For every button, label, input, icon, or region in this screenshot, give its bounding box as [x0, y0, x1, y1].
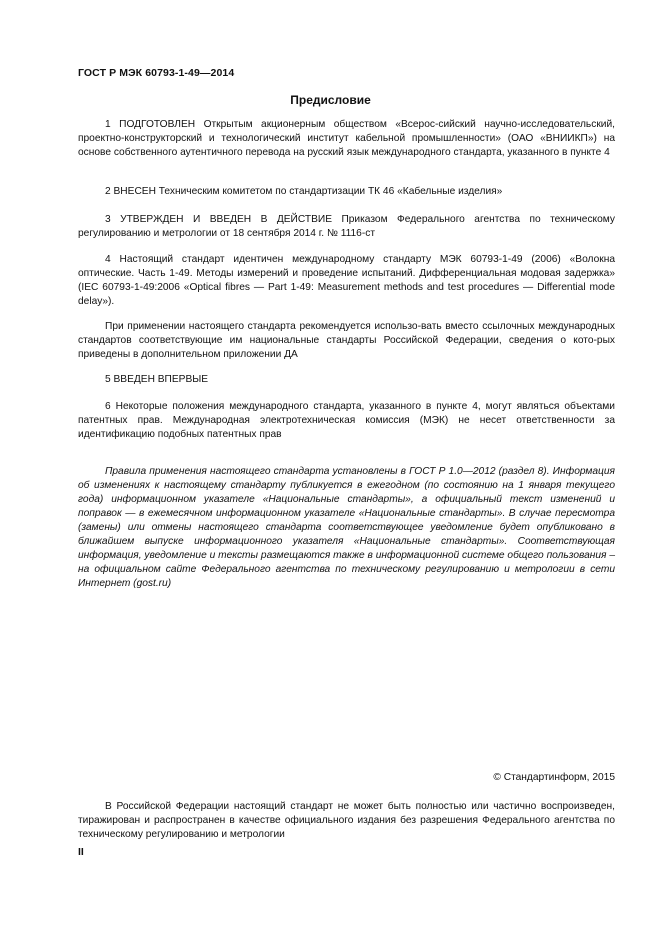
page-title: Предисловие [290, 93, 371, 107]
application-rules-notice: Правила применения настоящего стандарта установлены в ГОСТ Р 1.0—2012 (раздел 8). Информация об изменениях к настоящему стандарту публикуется в ежегодном (по состоянию на 1 января текущего года) информационном указателе «Национальные стандарты», а официальный текст изменений и поправок — в ежемесячном информационном указателе «Национальные стандарты». В случае пересмотра (замены) или отмены настоящего стандарта соответствующее уведомление будет опубликовано в ближайшем выпуске информационного указателя «Национальные стандарты». Соответствующая информация, уведомление и тексты размещаются также в информационной системе общего пользования – на официальном сайте Федерального агентства по техническому регулированию и метрологии в сети Интернет (gost.ru) [78, 466, 615, 589]
paragraph-patents: 6 Некоторые положения международного стандарта, указанного в пункте 4, могут являться объектами патентных прав. Международная электротехническая комиссия (МЭК) не несет ответственности за идентификацию подобных патентных прав [78, 401, 615, 440]
paragraph-identical: 4 Настоящий стандарт идентичен международному стандарту МЭК 60793-1-49 (2006) «Волокна оптические. Часть 1-49. Методы измерений и проведение испытаний. Дифференциальная модовая задержка» (IEC 60793-1-49:2006 «Optical fibres — Part 1-49: Measurement methods and test procedures — Differential mode delay»). [78, 254, 615, 307]
page-number: II [78, 846, 84, 858]
copyright: © Стандартинформ, 2015 [493, 772, 615, 783]
paragraph-approved: 3 УТВЕРЖДЕН И ВВЕДЕН В ДЕЙСТВИЕ Приказом Федерального агентства по техническому регулированию и метрологии от 18 сентября 2014 г. № 1116-ст [78, 214, 615, 239]
paragraph-first-introduced: 5 ВВЕДЕН ВПЕРВЫЕ [105, 374, 209, 385]
paragraph-prepared: 1 ПОДГОТОВЛЕН Открытым акционерным обществом «Всерос-сийский научно-исследовательский, проектно-конструкторский и технологический институт кабельной промышленности» (ОАО «ВНИИКП») на основе собственного аутентичного перевода на русский язык международного стандарта, указанного в пункте 4 [78, 119, 615, 158]
paragraph-introduced: 2 ВНЕСЕН Техническим комитетом по стандартизации ТК 46 «Кабельные изделия» [105, 186, 503, 197]
standard-code: ГОСТ Р МЭК 60793-1-49—2014 [78, 67, 235, 79]
reproduction-notice: В Российской Федерации настоящий стандарт не может быть полностью или частично воспроизведен, тиражирован и распространен в качестве официального издания без разрешения Федерального агентства по техническому регулированию и метрологии [78, 801, 615, 840]
paragraph-references: При применении настоящего стандарта рекомендуется использо-вать вместо ссылочных международных стандартов соответствующие им национальные стандарты Российской Федерации, сведения о кото-рых приведены в дополнительном приложении ДА [78, 321, 615, 360]
